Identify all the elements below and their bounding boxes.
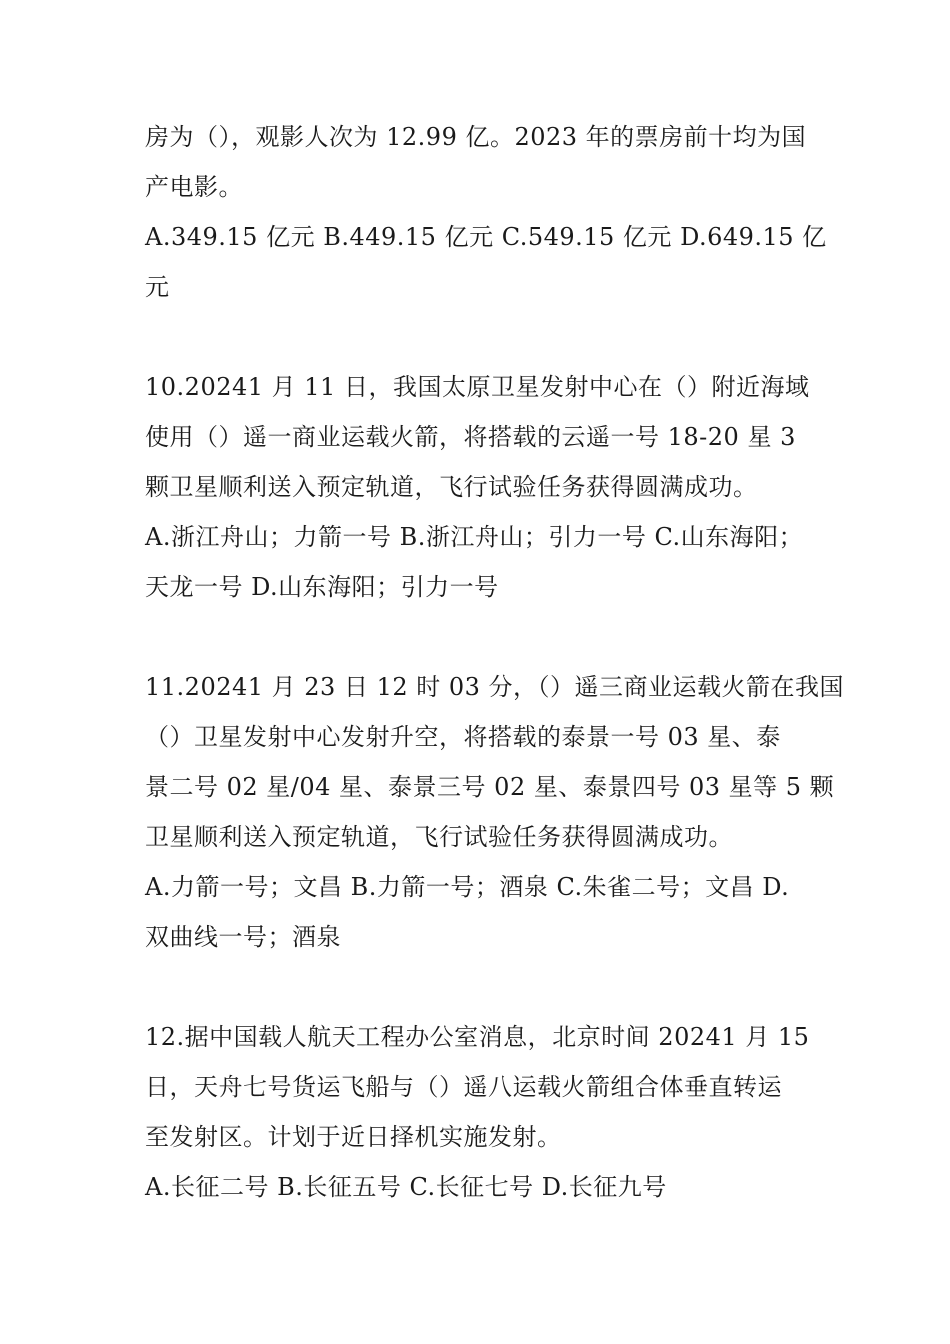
question-12 <box>145 1012 810 1212</box>
question-text-line: 卫星顺利送入预定轨道，飞行试验任务获得圆满成功。 <box>145 823 733 851</box>
answer-options-line: A.349.15 亿元 B.449.15 亿元 C.549.15 亿元 D.649.15 亿 <box>145 223 827 251</box>
question-9-continued <box>145 112 827 312</box>
question-text-line: 产电影。 <box>145 173 243 201</box>
paragraph-gap <box>145 612 810 662</box>
question-text-line: 颗卫星顺利送入预定轨道，飞行试验任务获得圆满成功。 <box>145 473 758 501</box>
question-text-line: 10.20241 月 11 日，我国太原卫星发射中心在（）附近海域 <box>145 373 810 401</box>
answer-options-line: 双曲线一号；酒泉 <box>145 923 341 951</box>
question-text-line: 使用（）遥一商业运载火箭，将搭载的云遥一号 18-20 星 3 <box>145 423 796 451</box>
answer-options-line: 天龙一号 D.山东海阳；引力一号 <box>145 573 499 601</box>
answer-options-line: A.力箭一号；文昌 B.力箭一号；酒泉 C.朱雀二号；文昌 D. <box>145 873 790 901</box>
question-text-line: 房为（），观影人次为 12.99 亿。2023 年的票房前十均为国 <box>145 123 807 151</box>
question-10 <box>145 362 810 612</box>
answer-options-line: A.长征二号 B.长征五号 C.长征七号 D.长征九号 <box>145 1173 667 1201</box>
question-text-line: 至发射区。计划于近日择机实施发射。 <box>145 1123 562 1151</box>
question-11 <box>145 662 845 962</box>
document-page <box>145 112 845 1212</box>
question-text-line: （）卫星发射中心发射升空，将搭载的泰景一号 03 星、泰 <box>145 723 781 751</box>
question-text-line: 日，天舟七号货运飞船与（）遥八运载火箭组合体垂直转运 <box>145 1073 782 1101</box>
question-text-line: 11.20241 月 23 日 12 时 03 分，（）遥三商业运载火箭在我国 <box>145 673 845 701</box>
question-text-line: 景二号 02 星/04 星、泰景三号 02 星、泰景四号 03 星等 5 颗 <box>145 773 835 801</box>
answer-options-line: 元 <box>145 273 170 301</box>
paragraph-gap <box>145 962 810 1012</box>
question-text-line: 12.据中国载人航天工程办公室消息，北京时间 20241 月 15 <box>145 1023 810 1051</box>
paragraph-gap <box>145 312 810 362</box>
answer-options-line: A.浙江舟山；力箭一号 B.浙江舟山；引力一号 C.山东海阳； <box>145 523 804 551</box>
